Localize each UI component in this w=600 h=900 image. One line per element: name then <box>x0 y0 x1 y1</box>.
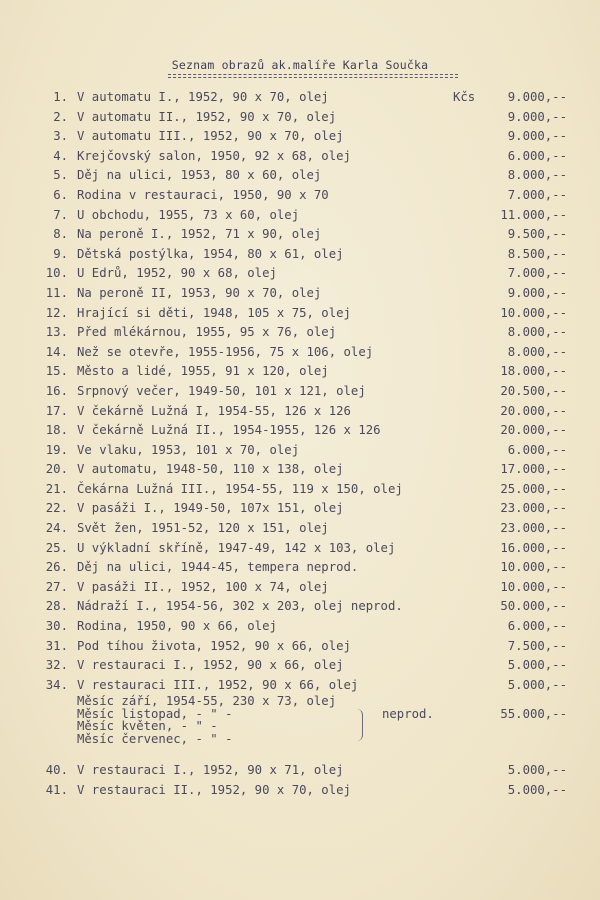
painting-price: 8.000,-- <box>507 168 567 183</box>
group-item-description: Měsíc září, 1954-55, 230 x 73, olej <box>77 694 337 709</box>
painting-row <box>0 656 600 676</box>
painting-price: 6.000,-- <box>507 442 567 457</box>
painting-price: 10.000,-- <box>500 579 567 594</box>
painting-row <box>0 519 600 539</box>
painting-rows-primary <box>0 88 600 695</box>
painting-row <box>0 343 600 363</box>
painting-number: 2. <box>53 109 68 124</box>
painting-price: 50.000,-- <box>500 599 567 614</box>
painting-price: 10.000,-- <box>500 305 567 320</box>
group-item-description: Měsíc květen, - " - <box>77 719 218 734</box>
painting-description: Před mlékárnou, 1955, 95 x 76, olej <box>77 325 337 340</box>
painting-row <box>0 761 600 781</box>
painting-group-mesice <box>0 695 600 747</box>
painting-number: 26. <box>45 560 68 575</box>
painting-row <box>0 147 600 167</box>
painting-number: 1. <box>53 90 68 104</box>
painting-price: 6.000,-- <box>507 619 567 634</box>
painting-number: 20. <box>45 462 68 477</box>
painting-description: V automatu III., 1952, 90 x 70, olej <box>77 129 344 144</box>
painting-row <box>0 206 600 226</box>
painting-row <box>0 382 600 402</box>
painting-description: Krejčovský salon, 1950, 92 x 68, olej <box>77 148 351 163</box>
painting-number: 30. <box>45 619 68 634</box>
painting-rows-secondary <box>0 761 600 800</box>
painting-price: 20.000,-- <box>500 423 567 438</box>
painting-price: 23.000,-- <box>500 521 567 536</box>
painting-description: U obchodu, 1955, 73 x 60, olej <box>77 207 300 222</box>
painting-number: 12. <box>45 305 68 320</box>
painting-row <box>0 781 600 801</box>
painting-price: 8.000,-- <box>507 344 567 359</box>
painting-row <box>0 323 600 343</box>
painting-row <box>0 441 600 461</box>
painting-price: 8.500,-- <box>507 246 567 261</box>
painting-price: 5.000,-- <box>507 677 567 692</box>
painting-price: 9.500,-- <box>507 227 567 242</box>
painting-row <box>0 597 600 617</box>
painting-number: 21. <box>45 481 68 496</box>
painting-row <box>0 460 600 480</box>
painting-description: Na peroně I., 1952, 71 x 90, olej <box>77 227 322 242</box>
painting-row <box>0 127 600 147</box>
painting-number: 17. <box>45 403 68 418</box>
painting-description: V pasáži I., 1949-50, 107x 151, olej <box>77 501 344 516</box>
painting-description: Čekárna Lužná III., 1954-55, 119 x 150, olej <box>77 481 403 496</box>
title-underline-second <box>168 77 458 78</box>
painting-number: 34. <box>45 677 68 692</box>
painting-row <box>0 558 600 578</box>
painting-description: V restauraci I., 1952, 90 x 71, olej <box>77 763 344 778</box>
painting-price: 9.000,-- <box>507 129 567 144</box>
painting-description: Ve vlaku, 1953, 101 x 70, olej <box>77 442 300 457</box>
painting-price: 20.000,-- <box>500 403 567 418</box>
painting-row <box>0 245 600 265</box>
painting-description: Na peroně II, 1953, 90 x 70, olej <box>77 285 322 300</box>
painting-description: Hrající si děti, 1948, 105 x 75, olej <box>77 305 351 320</box>
painting-description: Srpnový večer, 1949-50, 101 x 121, olej <box>77 383 366 398</box>
painting-price: 7.500,-- <box>507 638 567 653</box>
painting-price: 16.000,-- <box>500 540 567 555</box>
painting-number: 32. <box>45 658 68 673</box>
painting-number: 13. <box>45 325 68 340</box>
painting-price: 11.000,-- <box>500 207 567 222</box>
painting-row <box>0 186 600 206</box>
painting-number: 8. <box>53 227 68 242</box>
painting-price: 7.000,-- <box>507 187 567 202</box>
painting-number: 6. <box>53 187 68 202</box>
painting-price: 7.000,-- <box>507 266 567 281</box>
painting-row <box>0 362 600 382</box>
painting-description: Děj na ulici, 1953, 80 x 60, olej <box>77 168 322 183</box>
painting-description: Rodina v restauraci, 1950, 90 x 70 <box>77 187 329 202</box>
painting-price: 6.000,-- <box>507 148 567 163</box>
currency-label: Kčs <box>453 90 476 104</box>
painting-price: 10.000,-- <box>500 560 567 575</box>
painting-description: V restauraci II., 1952, 90 x 70, olej <box>77 783 351 797</box>
painting-row <box>0 108 600 128</box>
painting-price: 5.000,-- <box>507 658 567 673</box>
painting-row <box>0 637 600 657</box>
painting-description: Svět žen, 1951-52, 120 x 151, olej <box>77 521 329 536</box>
painting-number: 4. <box>53 148 68 163</box>
document-title: Seznam obrazů ak.malíře Karla Součka <box>171 58 429 72</box>
painting-description: V pasáži II., 1952, 100 x 74, olej <box>77 579 329 594</box>
painting-row <box>0 617 600 637</box>
painting-description: Pod tíhou života, 1952, 90 x 66, olej <box>77 638 351 653</box>
group-price: 55.000,-- <box>500 707 567 722</box>
group-note: neprod. <box>382 707 434 722</box>
painting-row <box>0 499 600 519</box>
painting-row <box>0 480 600 500</box>
painting-list <box>0 88 600 801</box>
painting-description: V restauraci I., 1952, 90 x 66, olej <box>77 658 344 673</box>
painting-number: 3. <box>53 129 68 144</box>
painting-price: 8.000,-- <box>507 325 567 340</box>
painting-row <box>0 421 600 441</box>
painting-number: 7. <box>53 207 68 222</box>
painting-description: Než se otevře, 1955-1956, 75 x 106, olej <box>77 344 374 359</box>
painting-number: 11. <box>45 285 68 300</box>
painting-number: 22. <box>45 501 68 516</box>
painting-description: V automatu I., 1952, 90 x 70, olej <box>77 90 329 104</box>
painting-number: 31. <box>45 638 68 653</box>
painting-number: 16. <box>45 383 68 398</box>
painting-description: Děj na ulici, 1944-45, tempera neprod. <box>77 560 359 575</box>
painting-description: V automatu II., 1952, 90 x 70, olej <box>77 109 337 124</box>
painting-number: 28. <box>45 599 68 614</box>
title-underline <box>168 74 458 75</box>
painting-description: V čekárně Lužná I, 1954-55, 126 x 126 <box>77 403 351 418</box>
painting-price: 25.000,-- <box>500 481 567 496</box>
group-bracket <box>352 709 363 741</box>
painting-number: 25. <box>45 540 68 555</box>
painting-description: Dětská postýlka, 1954, 80 x 61, olej <box>77 246 344 261</box>
painting-row <box>0 284 600 304</box>
painting-price: 17.000,-- <box>500 462 567 477</box>
painting-description: V automatu, 1948-50, 110 x 138, olej <box>77 462 344 477</box>
group-item-description: Měsíc listopad, - " - <box>77 706 233 721</box>
painting-number: 41. <box>45 783 68 797</box>
painting-price: 9.000,-- <box>507 90 567 104</box>
painting-row <box>0 304 600 324</box>
painting-number: 19. <box>45 442 68 457</box>
painting-number: 9. <box>53 246 68 261</box>
painting-price: 9.000,-- <box>507 109 567 124</box>
painting-price: 5.000,-- <box>507 763 567 778</box>
painting-number: 24. <box>45 521 68 536</box>
painting-number: 40. <box>45 763 68 778</box>
painting-price: 23.000,-- <box>500 501 567 516</box>
painting-number: 10. <box>45 266 68 281</box>
group-item-description: Měsíc červenec, - " - <box>77 731 233 746</box>
painting-description: V čekárně Lužná II., 1954-1955, 126 x 126 <box>77 423 381 438</box>
painting-row <box>0 264 600 284</box>
painting-row <box>0 402 600 422</box>
painting-description: U Edrů, 1952, 90 x 68, olej <box>77 266 277 281</box>
painting-row <box>0 676 600 696</box>
painting-row <box>0 166 600 186</box>
painting-description: U výkladní skříně, 1947-49, 142 x 103, olej <box>77 540 396 555</box>
painting-price: 20.500,-- <box>500 383 567 398</box>
painting-number: 18. <box>45 423 68 438</box>
painting-number: 27. <box>45 579 68 594</box>
painting-price: 5.000,-- <box>507 783 567 797</box>
painting-description: Město a lidé, 1955, 91 x 120, olej <box>77 364 329 379</box>
painting-number: 14. <box>45 344 68 359</box>
painting-price: 18.000,-- <box>500 364 567 379</box>
painting-description: V restauraci III., 1952, 90 x 66, olej <box>77 677 359 692</box>
painting-price: 9.000,-- <box>507 285 567 300</box>
painting-description: Nádraží I., 1954-56, 302 x 203, olej neprod. <box>77 599 403 614</box>
painting-number: 15. <box>45 364 68 379</box>
painting-row <box>0 88 600 108</box>
painting-description: Rodina, 1950, 90 x 66, olej <box>77 619 277 634</box>
painting-row <box>0 539 600 559</box>
painting-number: 5. <box>53 168 68 183</box>
painting-row <box>0 578 600 598</box>
painting-row <box>0 225 600 245</box>
